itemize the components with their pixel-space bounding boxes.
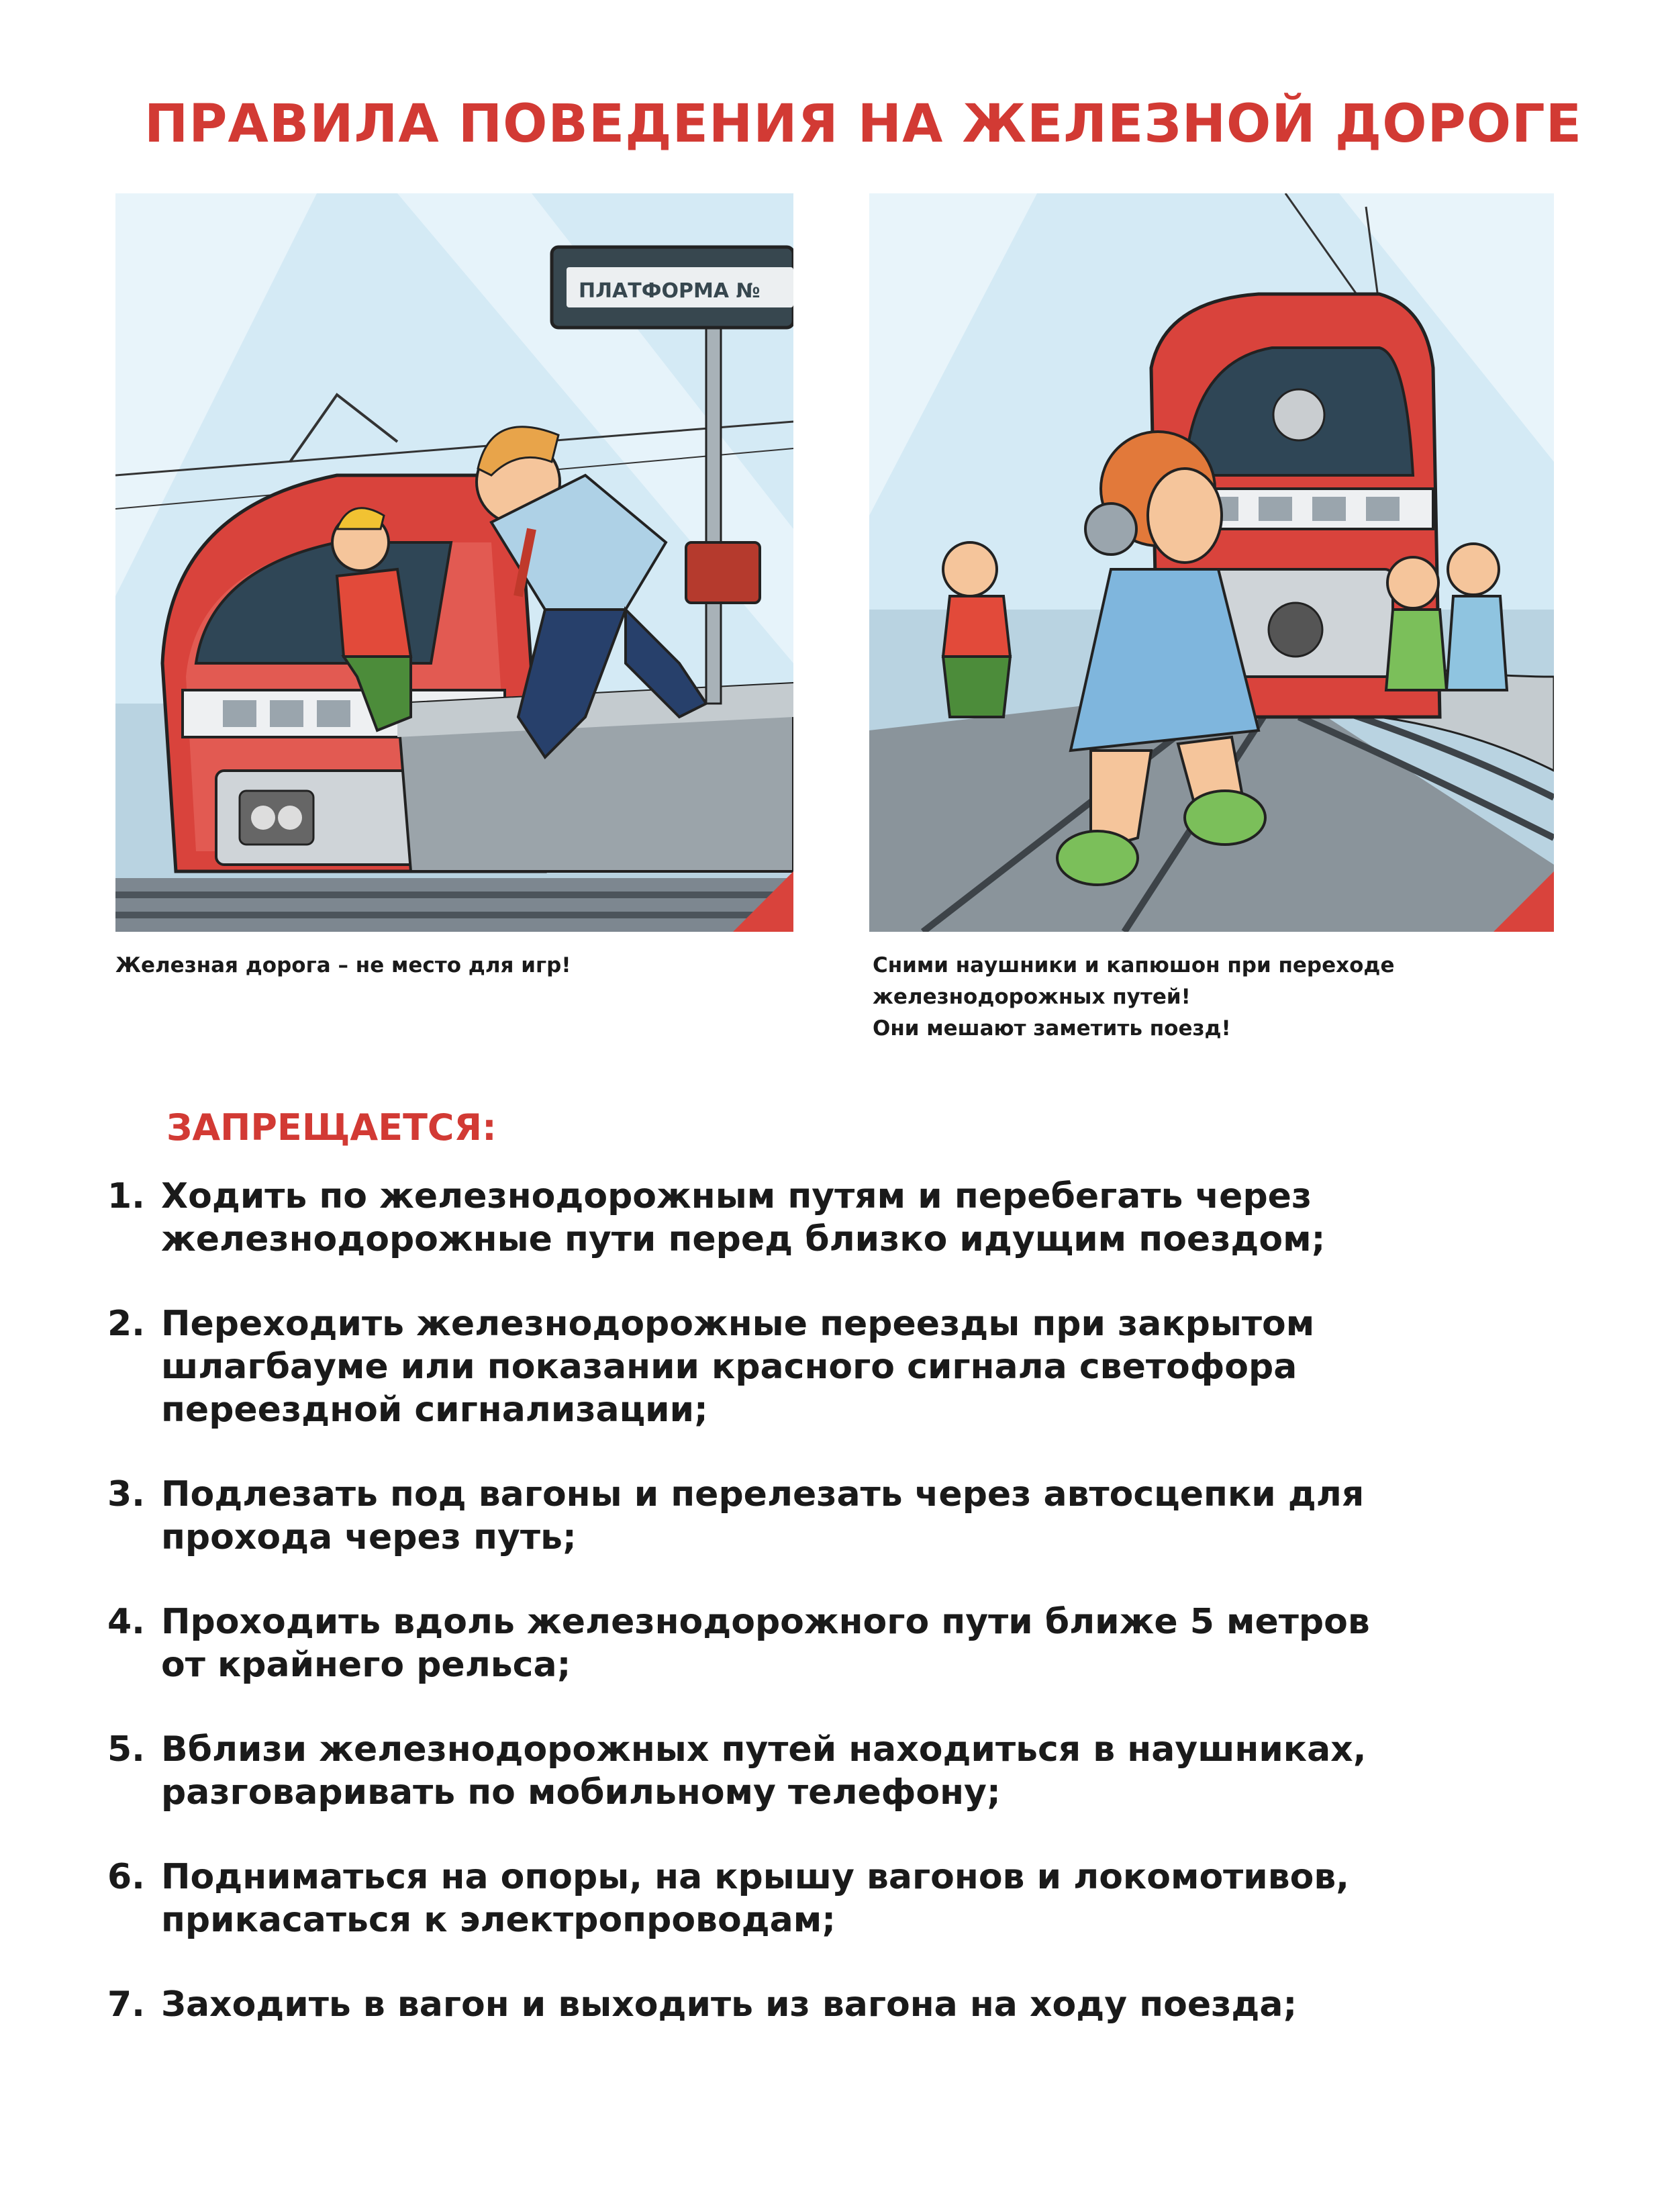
- rule-line: Ходить по железнодорожным путям и перебегать через: [161, 1176, 1312, 1216]
- caption-right: [873, 950, 1544, 1045]
- rule-number: 7.: [107, 1984, 145, 2025]
- rule-line: Переходить железнодорожные переезды при закрытом: [161, 1304, 1315, 1344]
- rule-item: [107, 1175, 1551, 1261]
- caption-line: железнодорожных путей!: [873, 985, 1191, 1009]
- rule-item: [107, 1983, 1551, 2026]
- rule-item: [107, 1473, 1551, 1559]
- caption-line: Сними наушники и капюшон при переходе: [873, 953, 1395, 977]
- rule-text: [161, 1175, 1551, 1261]
- rule-number: 4.: [107, 1602, 145, 1642]
- rule-text: [161, 1302, 1551, 1431]
- rule-line: железнодорожные пути перед близко идущим поездом;: [161, 1219, 1326, 1259]
- rule-line: от крайнего рельса;: [161, 1645, 571, 1685]
- rule-text: [161, 1600, 1551, 1686]
- forbidden-heading: ЗАПРЕЩАЕТСЯ:: [166, 1106, 497, 1149]
- rule-number: 3.: [107, 1474, 145, 1514]
- rule-text: [161, 1983, 1551, 2026]
- illustration-platform-jump: [115, 193, 793, 932]
- rule-line: переездной сигнализации;: [161, 1390, 708, 1430]
- rule-line: Подниматься на опоры, на крышу вагонов и локомотивов,: [161, 1857, 1350, 1897]
- rule-number: 1.: [107, 1176, 145, 1216]
- rule-number: 6.: [107, 1857, 145, 1897]
- caption-line: Железная дорога – не место для игр!: [115, 953, 571, 977]
- rule-line: разговаривать по мобильному телефону;: [161, 1772, 1001, 1813]
- rule-line: Проходить вдоль железнодорожного пути ближе 5 метров: [161, 1602, 1370, 1642]
- rule-text: [161, 1856, 1551, 1941]
- page-title: ПРАВИЛА ПОВЕДЕНИЯ НА ЖЕЛЕЗНОЙ ДОРОГЕ: [144, 94, 1582, 154]
- rule-item: [107, 1856, 1551, 1941]
- rule-number: 5.: [107, 1729, 145, 1770]
- rule-item: [107, 1302, 1551, 1431]
- rule-line: прохода через путь;: [161, 1517, 577, 1557]
- rule-item: [107, 1600, 1551, 1686]
- rules-list: [107, 1175, 1551, 2068]
- caption-left: [115, 950, 787, 981]
- rule-text: [161, 1473, 1551, 1559]
- illustration-headphones-crossing: [869, 193, 1554, 932]
- caption-line: Они мешают заметить поезд!: [873, 1016, 1231, 1041]
- rule-item: [107, 1728, 1551, 1814]
- rule-line: прикасаться к электропроводам;: [161, 1900, 836, 1940]
- rule-line: Заходить в вагон и выходить из вагона на ходу поезда;: [161, 1984, 1298, 2025]
- rule-number: 2.: [107, 1304, 145, 1344]
- platform-sign-text: ПЛАТФОРМА №: [579, 279, 761, 303]
- rule-line: Вблизи железнодорожных путей находиться в наушниках,: [161, 1729, 1367, 1770]
- rule-text: [161, 1728, 1551, 1814]
- rule-line: Подлезать под вагоны и перелезать через автосцепки для: [161, 1474, 1365, 1514]
- rule-line: шлагбауме или показании красного сигнала светофора: [161, 1347, 1298, 1387]
